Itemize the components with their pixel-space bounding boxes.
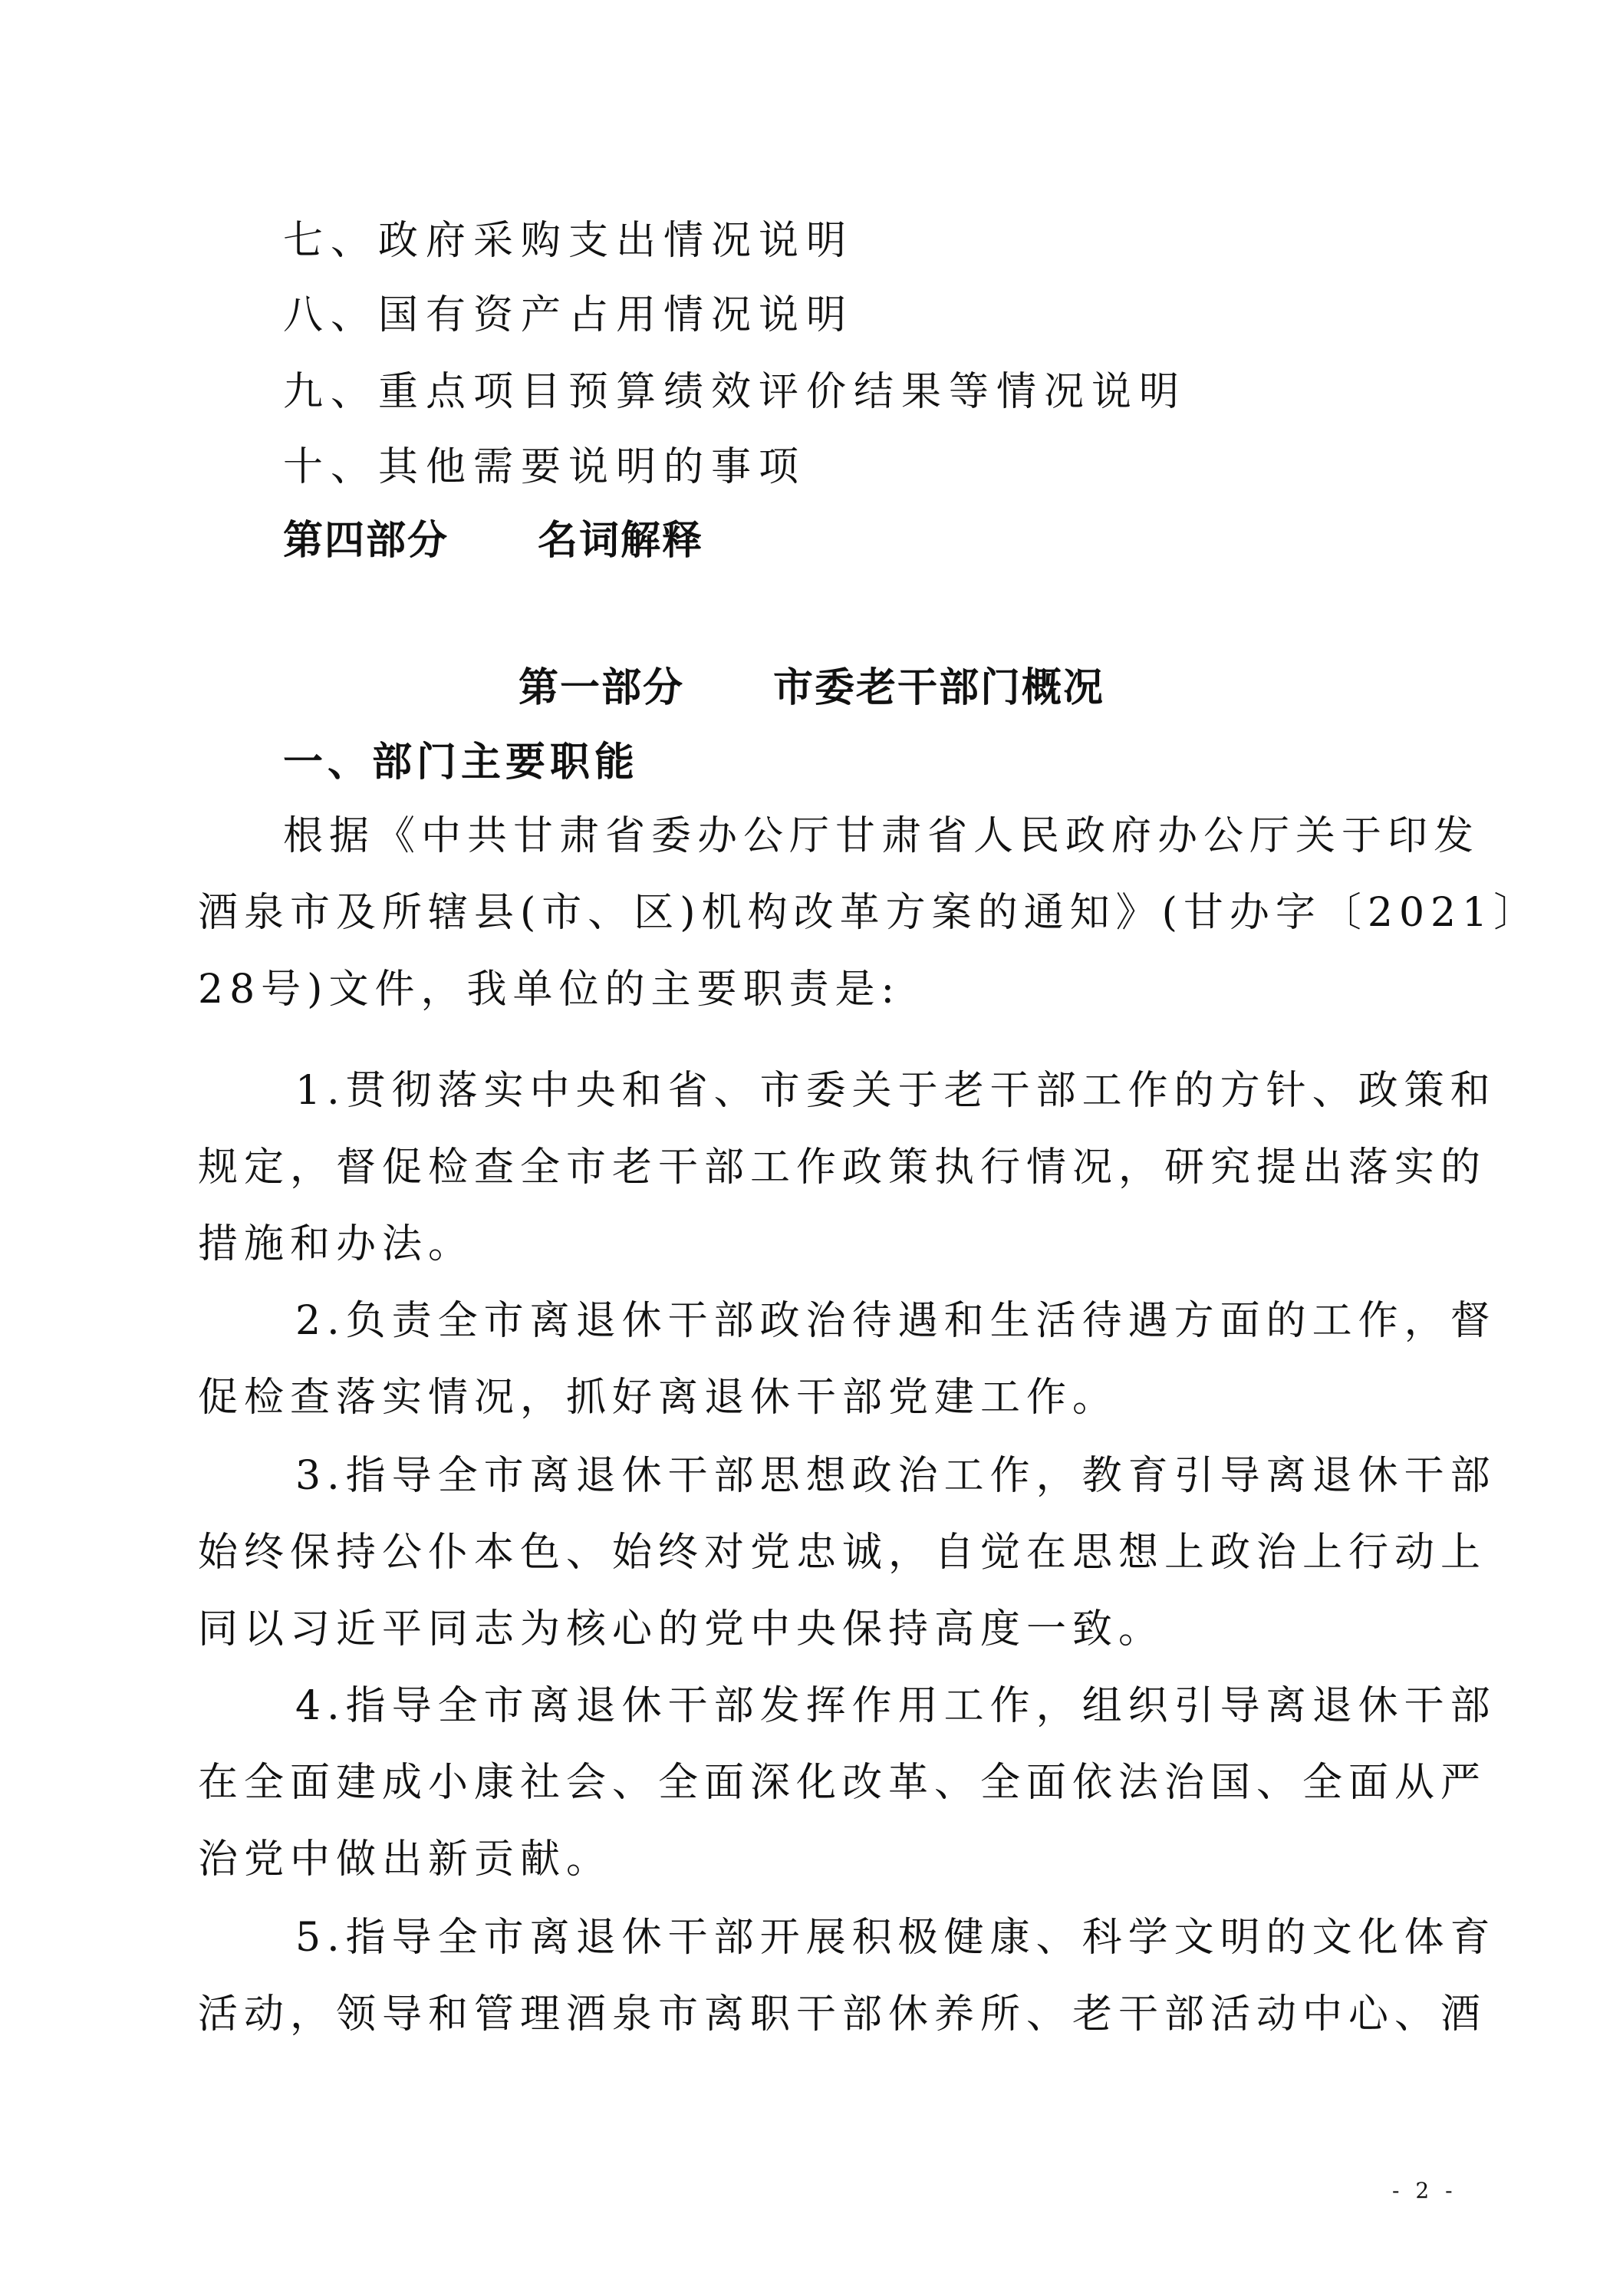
item-4-line-1: 4.指导全市离退休干部发挥作用工作，组织引导离退休干部 (295, 1683, 1496, 1729)
toc-item-10: 十、其他需要说明的事项 (283, 444, 807, 490)
intro-line-1: 根据《中共甘肃省委办公厅甘肃省人民政府办公厅关于印发 (283, 813, 1480, 859)
item-5-line-2: 活动，领导和管理酒泉市离职干部休养所、老干部活动中心、酒 (198, 1991, 1487, 2037)
item-1-line-3: 措施和办法。 (198, 1221, 475, 1267)
item-1-line-1: 1.贯彻落实中央和省、市委关于老干部工作的方针、政策和 (295, 1068, 1496, 1114)
toc-part-4-title: 名词解释 (538, 518, 704, 564)
item-5-line-1: 5.指导全市离退休干部开展积极健康、科学文明的文化体育 (295, 1915, 1496, 1961)
section-title: 市委老干部门概况 (773, 665, 1105, 711)
intro-line-2: 酒泉市及所辖县(市、区)机构改革方案的通知》(甘办字〔2021〕 (198, 890, 1540, 936)
item-3-line-1: 3.指导全市离退休干部思想政治工作，教育引导离退休干部 (295, 1453, 1496, 1499)
page-number: - 2 - (1392, 2178, 1457, 2203)
section-heading (0, 664, 1623, 713)
item-2-line-2: 促检查落实情况，抓好离退休干部党建工作。 (198, 1375, 1119, 1421)
item-2-line-1: 2.负责全市离退休干部政治待遇和生活待遇方面的工作，督 (295, 1298, 1496, 1344)
toc-item-8: 八、国有资产占用情况说明 (283, 292, 854, 338)
toc-part-4 (283, 516, 703, 565)
section-subheading: 一、部门主要职能 (283, 740, 640, 786)
section-part-label: 第一部分 (518, 665, 684, 711)
toc-item-9: 九、重点项目预算绩效评价结果等情况说明 (283, 369, 1187, 415)
intro-line-3: 28号)文件，我单位的主要职责是: (198, 967, 900, 1013)
item-4-line-2: 在全面建成小康社会、全面深化改革、全面依法治国、全面从严 (198, 1760, 1487, 1806)
item-1-line-2: 规定，督促检查全市老干部工作政策执行情况，研究提出落实的 (198, 1145, 1487, 1191)
toc-item-7: 七、政府采购支出情况说明 (283, 218, 854, 264)
item-3-line-3: 同以习近平同志为核心的党中央保持高度一致。 (198, 1606, 1165, 1652)
toc-part-4-label: 第四部分 (283, 518, 449, 564)
item-3-line-2: 始终保持公仆本色、始终对党忠诚，自觉在思想上政治上行动上 (198, 1530, 1487, 1576)
item-4-line-3: 治党中做出新贡献。 (198, 1836, 613, 1883)
